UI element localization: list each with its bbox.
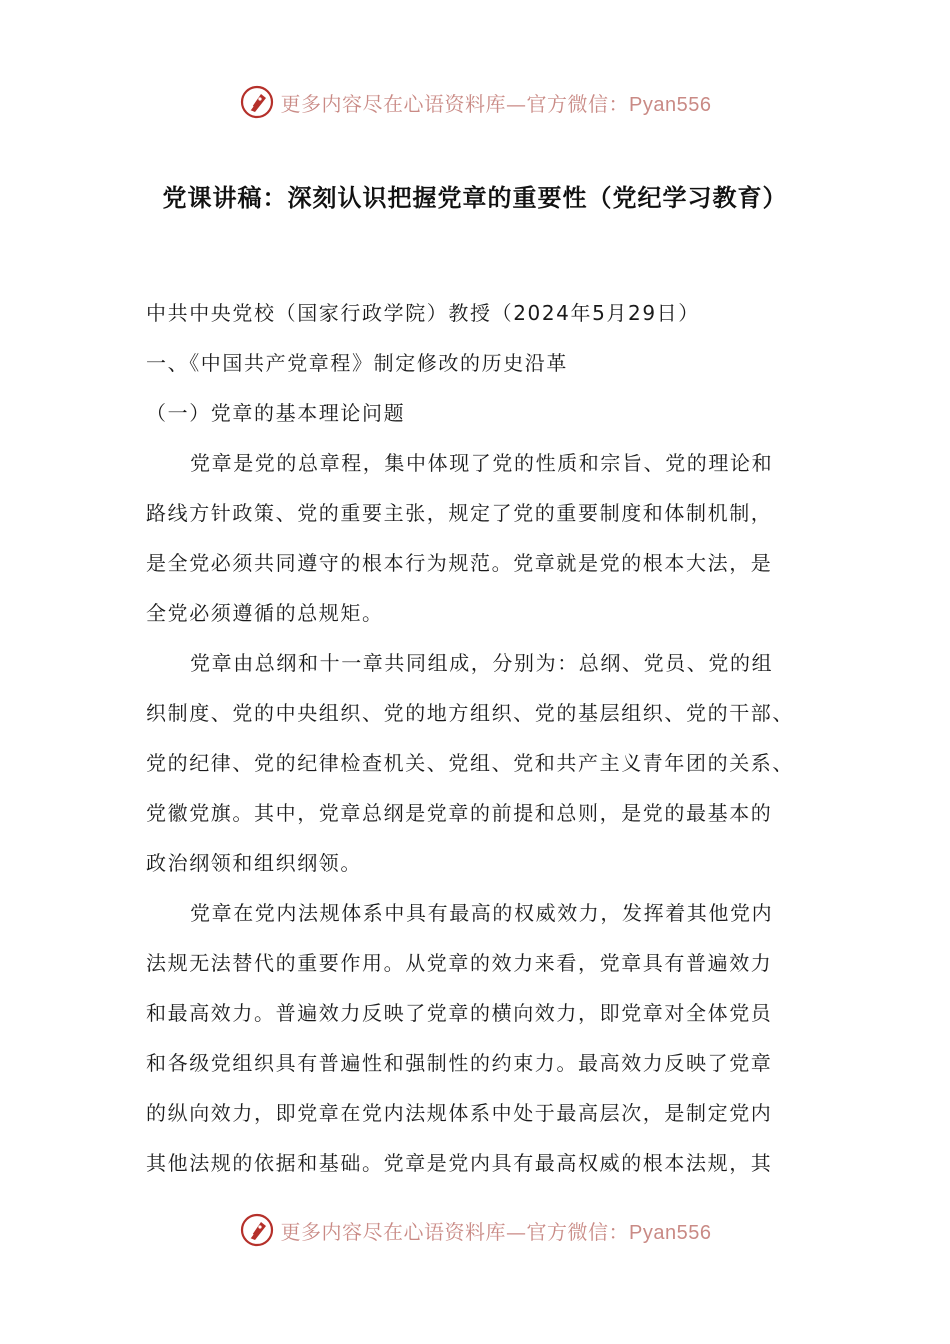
- paragraph-line: 织制度、党的中央组织、党的地方组织、党的基层组织、党的干部、: [146, 701, 794, 725]
- subsection-heading: （一）党章的基本理论问题: [146, 401, 406, 425]
- watermark-wechat-id: Pyan556: [629, 93, 712, 116]
- header-watermark: [0, 82, 950, 122]
- paragraph-line: 党的纪律、党的纪律检查机关、党组、党和共产主义青年团的关系、: [146, 751, 794, 775]
- pen-nib-logo-icon: [239, 1212, 275, 1248]
- paragraph-line: 和各级党组织具有普遍性和强制性的约束力。最高效力反映了党章: [146, 1051, 773, 1075]
- paragraph-line: 党章在党内法规体系中具有最高的权威效力，发挥着其他党内: [190, 901, 774, 925]
- section-heading: 一、《中国共产党章程》制定修改的历史沿革: [146, 351, 568, 375]
- watermark-wechat-id: Pyan556: [629, 1221, 712, 1244]
- paragraph-line: 是全党必须共同遵守的根本行为规范。党章就是党的根本大法，是: [146, 551, 773, 575]
- paragraph-line: 法规无法替代的重要作用。从党章的效力来看，党章具有普遍效力: [146, 951, 773, 975]
- watermark-label: 更多内容尽在心语资料库—官方微信：: [280, 1219, 630, 1244]
- watermark-text: [281, 1216, 712, 1245]
- watermark-text: [281, 88, 712, 117]
- paragraph-line: 党章由总纲和十一章共同组成，分别为：总纲、党员、党的组: [190, 651, 774, 675]
- paragraph-line: 其他法规的依据和基础。党章是党内具有最高权威的根本法规，其: [146, 1151, 773, 1175]
- pen-nib-logo-icon: [239, 84, 275, 120]
- paragraph-line: 的纵向效力，即党章在党内法规体系中处于最高层次，是制定党内: [146, 1101, 773, 1125]
- document-title: 党课讲稿：深刻认识把握党章的重要性（党纪学习教育）: [162, 184, 788, 212]
- paragraph-line: 全党必须遵循的总规矩。: [146, 601, 384, 625]
- document-body: [146, 288, 826, 1188]
- paragraph-line: 和最高效力。普遍效力反映了党章的横向效力，即党章对全体党员: [146, 1001, 773, 1025]
- paragraph-line: 党章是党的总章程，集中体现了党的性质和宗旨、党的理论和: [190, 451, 774, 475]
- footer-watermark: [0, 1210, 950, 1250]
- paragraph-line: 党徽党旗。其中，党章总纲是党章的前提和总则，是党的最基本的: [146, 801, 773, 825]
- paragraph-line: 政治纲领和组织纲领。: [146, 851, 362, 875]
- watermark-label: 更多内容尽在心语资料库—官方微信：: [280, 91, 630, 116]
- text-line: 中共中央党校（国家行政学院）教授（2024年5月29日）: [146, 301, 700, 325]
- paragraph-line: 路线方针政策、党的重要主张，规定了党的重要制度和体制机制，: [146, 501, 773, 525]
